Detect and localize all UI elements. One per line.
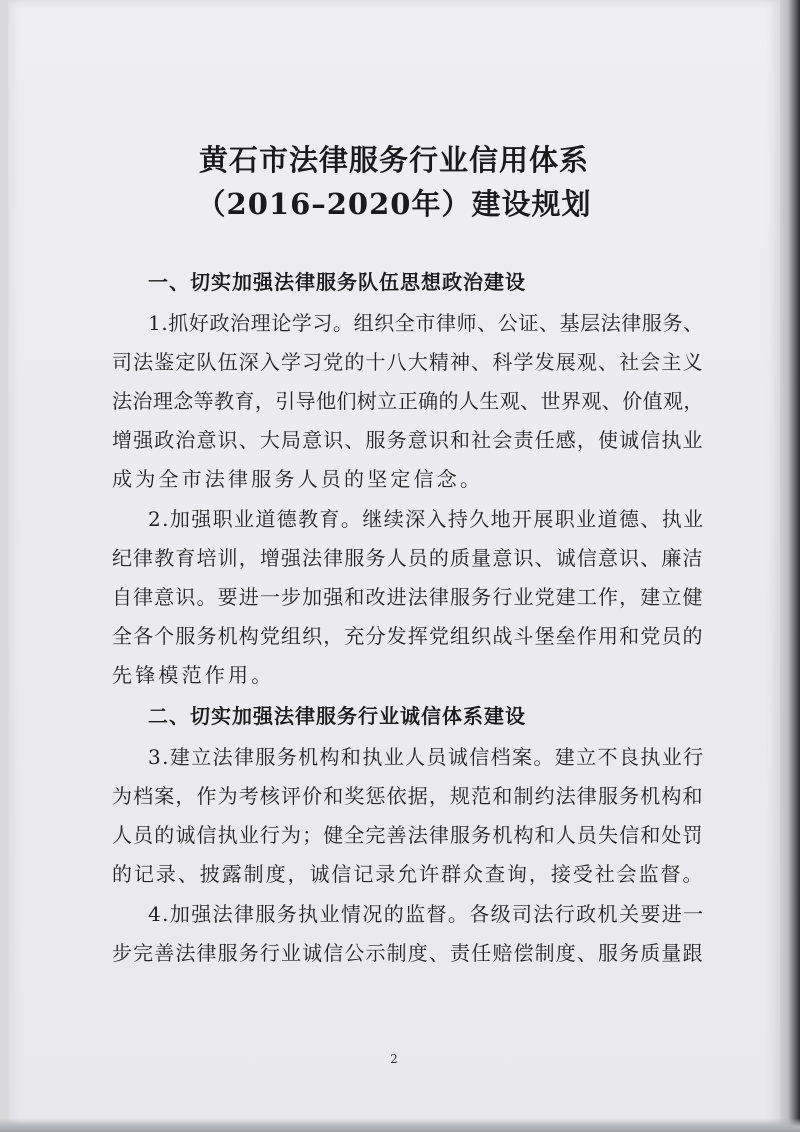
paragraph-line: 1.抓好政治理论学习。组织全市律师、公证、基层法律服务、 xyxy=(148,311,704,335)
paragraph-line: 增强政治意识、大局意识、服务意识和社会责任感，使诚信执业 xyxy=(112,428,704,452)
section-heading-2: 二、切实加强法律服务行业诚信体系建设 xyxy=(148,704,526,728)
paragraph-line: 为档案，作为考核评价和奖惩依据，规范和制约法律服务机构和 xyxy=(112,784,704,808)
paragraph-line: 4.加强法律服务执业情况的监督。各级司法行政机关要进一 xyxy=(148,902,705,926)
scan-edge-bottom xyxy=(0,1118,800,1132)
paragraph-line: 2.加强职业道德教育。继续深入持久地开展职业道德、执业 xyxy=(148,507,705,531)
paragraph-line: 司法鉴定队伍深入学习党的十八大精神、科学发展观、社会主义 xyxy=(112,350,704,374)
paragraph-line: 先锋模范作用。 xyxy=(112,663,275,687)
paragraph-line: 人员的诚信执业行为；健全完善法律服务机构和人员失信和处罚 xyxy=(112,823,704,847)
paragraph-line: 步完善法律服务行业诚信公示制度、责任赔偿制度、服务质量跟 xyxy=(112,941,704,965)
paragraph-line: 的记录、披露制度，诚信记录允许群众查询，接受社会监督。 xyxy=(112,862,705,886)
paragraph-line: 全各个服务机构党组织，充分发挥党组织战斗堡垒作用和党员的 xyxy=(112,624,704,648)
paragraph-line: 自律意识。要进一步加强和改进法律服务行业党建工作，建立健 xyxy=(112,585,704,609)
page-number: 2 xyxy=(390,1052,398,1066)
scan-edge-right xyxy=(780,0,800,1132)
paragraph-line: 法治理念等教育，引导他们树立正确的人生观、世界观、价值观， xyxy=(112,389,704,413)
paragraph-line: 成为全市法律服务人员的坚定信念。 xyxy=(112,467,484,491)
document-title-line1: 黄石市法律服务行业信用体系 xyxy=(198,143,589,177)
document-title-line2: （2016–2020年）建设规划 xyxy=(196,187,592,221)
paragraph-line: 3.建立法律服务机构和执业人员诚信档案。建立不良执业行 xyxy=(148,745,705,769)
document-page xyxy=(8,0,780,1132)
section-heading-1: 一、切实加强法律服务队伍思想政治建设 xyxy=(148,270,526,294)
paragraph-line: 纪律教育培训，增强法律服务人员的质量意识、诚信意识、廉洁 xyxy=(112,546,704,570)
